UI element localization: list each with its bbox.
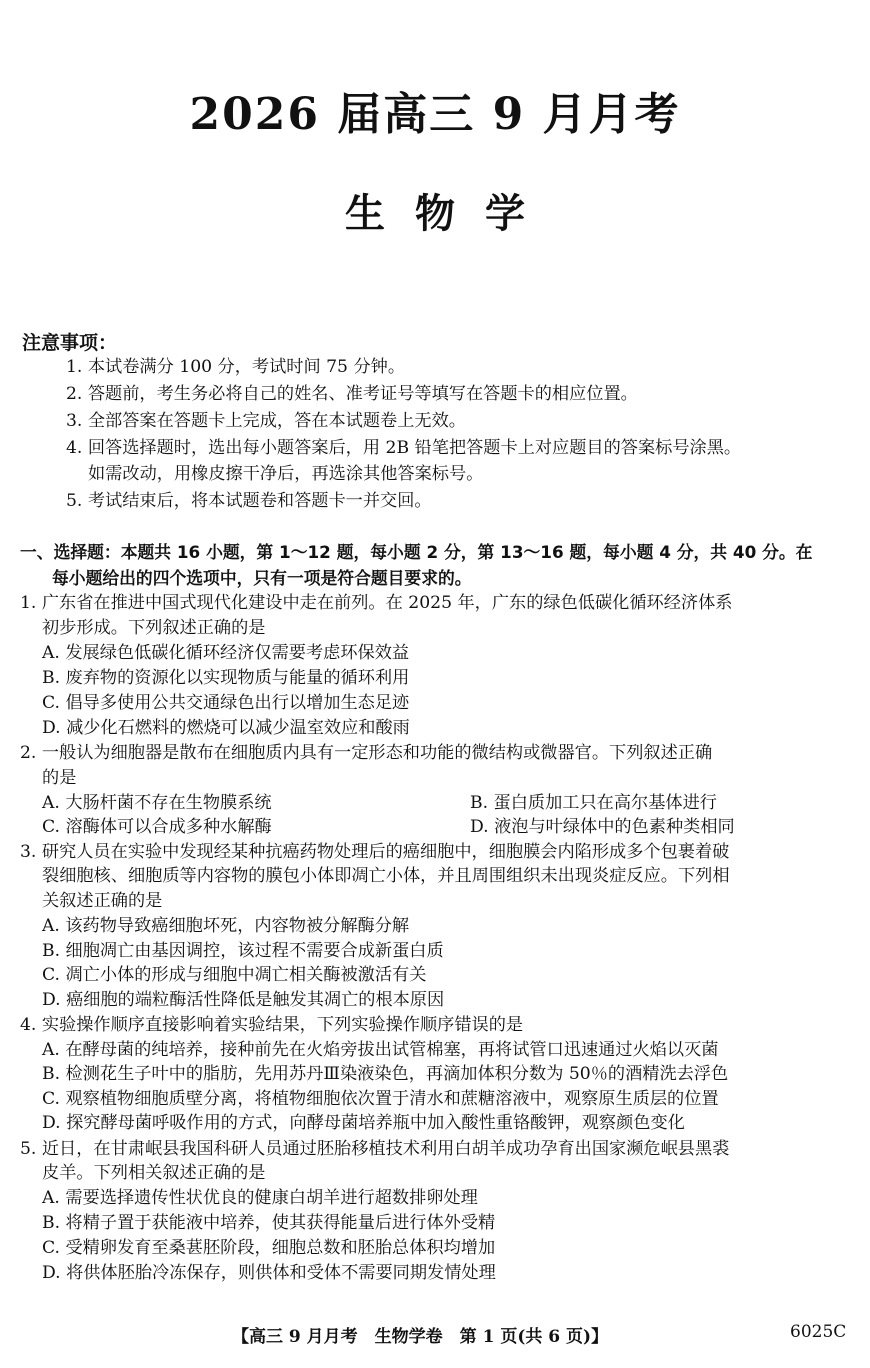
question-3-option-a: A. 该药物导致癌细胞坏死，内容物被分解酶分解: [42, 916, 410, 936]
question-1-option-c: C. 倡导多使用公共交通绿色出行以增加生态足迹: [42, 693, 410, 713]
question-2-option-d: D. 液泡与叶绿体中的色素种类相同: [470, 817, 735, 837]
question-1-option-a: A. 发展绿色低碳化循环经济仅需要考虑环保效益: [42, 643, 410, 663]
question-5-option-d: D. 将供体胚胎冷冻保存，则供体和受体不需要同期发情处理: [42, 1263, 496, 1283]
note-item: 3. 全部答案在答题卡上完成，答在本试题卷上无效。: [66, 411, 466, 431]
question-2-stem-cont: 的是: [42, 768, 77, 788]
question-3-stem: 3. 研究人员在实验中发现经某种抗癌药物处理后的癌细胞中，细胞膜会内陷形成多个包裹着破: [20, 842, 730, 862]
question-4-stem: 4. 实验操作顺序直接影响着实验结果，下列实验操作顺序错误的是: [20, 1015, 524, 1035]
question-5-option-a: A. 需要选择遗传性状优良的健康白胡羊进行超数排卵处理: [42, 1188, 478, 1208]
footer-page-label: 【高三 9 月月考 生物学卷 第 1 页(共 6 页)】: [232, 1327, 609, 1347]
question-1-option-d: D. 减少化石燃料的燃烧可以减少温室效应和酸雨: [42, 718, 410, 738]
footer-code: 6025C: [790, 1322, 847, 1342]
question-3-stem-cont: 关叙述正确的是: [42, 891, 163, 911]
question-5-option-c: C. 受精卵发育至桑葚胚阶段，细胞总数和胚胎总体积均增加: [42, 1238, 496, 1258]
question-3-option-d: D. 癌细胞的端粒酶活性降低是触发其凋亡的根本原因: [42, 990, 445, 1010]
note-item: 1. 本试卷满分 100 分，考试时间 75 分钟。: [66, 357, 406, 377]
question-4-option-c: C. 观察植物细胞质壁分离，将植物细胞依次置于清水和蔗糖溶液中，观察原生质层的位置: [42, 1089, 719, 1109]
section-heading: 一、选择题：本题共 16 小题，第 1～12 题，每小题 2 分，第 13～16 题，每小题 4 分，共 40 分。在: [20, 542, 813, 562]
notes-heading: 注意事项：: [22, 332, 118, 354]
question-4-option-b: B. 检测花生子叶中的脂肪，先用苏丹Ⅲ染液染色，再滴加体积分数为 50％的酒精洗去浮色: [42, 1064, 729, 1084]
question-5-stem: 5. 近日，在甘肃岷县我国科研人员通过胚胎移植技术利用白胡羊成功孕育出国家濒危岷县黑裘: [20, 1139, 730, 1159]
note-item: 4. 回答选择题时，选出每小题答案后，用 2B 铅笔把答题卡上对应题目的答案标号涂黑。: [66, 438, 742, 458]
question-5-option-b: B. 将精子置于获能液中培养，使其获得能量后进行体外受精: [42, 1213, 496, 1233]
note-item: 5. 考试结束后，将本试题卷和答题卡一并交回。: [66, 491, 432, 511]
question-1-stem: 1. 广东省在推进中国式现代化建设中走在前列。在 2025 年，广东的绿色低碳化循环经济体系: [20, 593, 733, 613]
question-1-stem-cont: 初步形成。下列叙述正确的是: [42, 618, 266, 638]
question-2-option-c: C. 溶酶体可以合成多种水解酶: [42, 817, 272, 837]
question-4-option-a: A. 在酵母菌的纯培养，接种前先在火焰旁拔出试管棉塞，再将试管口迅速通过火焰以灭菌: [42, 1040, 719, 1060]
section-heading-cont: 每小题给出的四个选项中，只有一项是符合题目要求的。: [52, 568, 472, 588]
note-item: 2. 答题前，考生务必将自己的姓名、准考证号等填写在答题卡的相应位置。: [66, 384, 638, 404]
question-5-stem-cont: 皮羊。下列相关叙述正确的是: [42, 1163, 266, 1183]
question-3-stem-cont: 裂细胞核、细胞质等内容物的膜包小体即凋亡小体，并且周围组织未出现炎症反应。下列相: [42, 866, 730, 886]
exam-title: 2026 届高三 9 月月考: [189, 89, 681, 140]
question-3-option-b: B. 细胞凋亡由基因调控，该过程不需要合成新蛋白质: [42, 941, 444, 961]
question-1-option-b: B. 废弃物的资源化以实现物质与能量的循环利用: [42, 668, 410, 688]
subject-title: 生物学: [345, 190, 555, 237]
question-2-option-b: B. 蛋白质加工只在高尔基体进行: [470, 793, 717, 813]
question-2-option-a: A. 大肠杆菌不存在生物膜系统: [42, 793, 272, 813]
question-4-option-d: D. 探究酵母菌呼吸作用的方式，向酵母菌培养瓶中加入酸性重铬酸钾，观察颜色变化: [42, 1113, 685, 1133]
note-item: 如需改动，用橡皮擦干净后，再选涂其他答案标号。: [88, 464, 484, 484]
question-3-option-c: C. 凋亡小体的形成与细胞中凋亡相关酶被激活有关: [42, 965, 427, 985]
question-2-stem: 2. 一般认为细胞器是散布在细胞质内具有一定形态和功能的微结构或微器官。下列叙述正确: [20, 743, 713, 763]
